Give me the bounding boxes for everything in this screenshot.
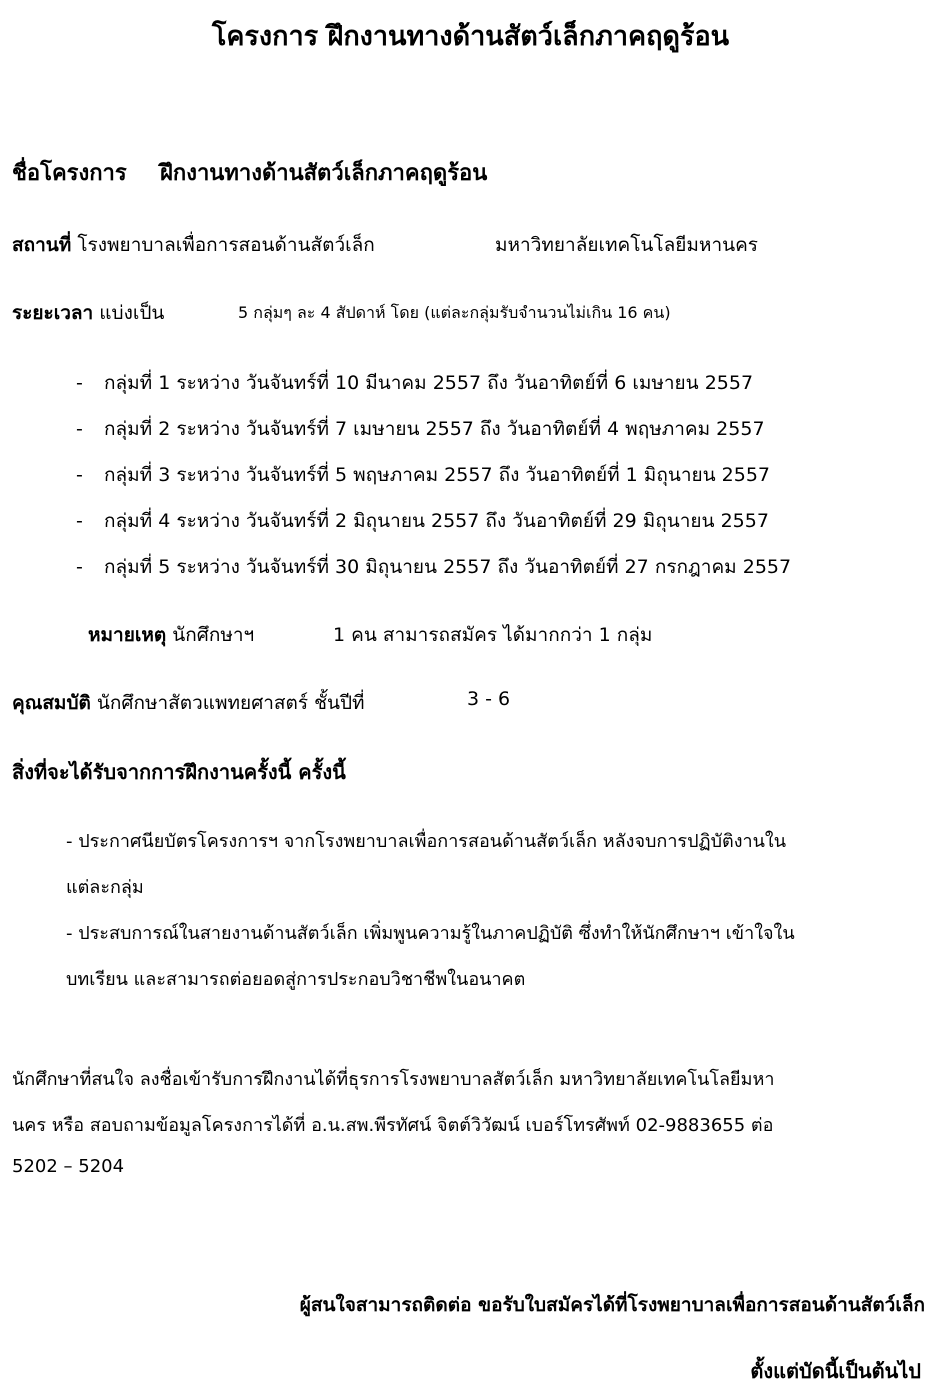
location-value: โรงพยาบาลเพื่อการสอนด้านสัตว์เล็ก xyxy=(77,234,375,256)
location-row xyxy=(12,230,375,260)
group-text: กลุ่มที่ 4 ระหว่าง วันจันทร์ที่ 2 มิถุนายน 2557 ถึง วันอาทิตย์ที่ 29 มิถุนายน 2557 xyxy=(104,510,769,532)
duration-label: ระยะเวลา xyxy=(12,302,94,324)
group-item: - กลุ่มที่ 5 ระหว่าง วันจันทร์ที่ 30 มิถุนายน 2557 ถึง วันอาทิตย์ที่ 27 กรกฎาคม 2557 xyxy=(76,556,792,578)
group-text: กลุ่มที่ 5 ระหว่าง วันจันทร์ที่ 30 มิถุนายน 2557 ถึง วันอาทิตย์ที่ 27 กรกฎาคม 2557 xyxy=(104,556,792,578)
benefit-item-line: - ประสบการณ์ในสายงานด้านสัตว์เล็ก เพิ่มพูนความรู้ในภาคปฏิบัติ ซึ่งทำให้นักศึกษาฯ เข้าใจใน xyxy=(66,923,795,944)
contact-line: นคร หรือ สอบถามข้อมูลโครงการได้ที่ อ.น.สพ.พีรทัศน์ จิตต์วิวัฒน์ เบอร์โทรศัพท์ 02-9883655 ต่อ xyxy=(12,1115,774,1136)
duration-detail: 5 กลุ่มๆ ละ 4 สัปดาห์ โดย (แต่ละกลุ่มรับจำนวนไม่เกิน 16 คน) xyxy=(238,303,671,322)
group-text: กลุ่มที่ 3 ระหว่าง วันจันทร์ที่ 5 พฤษภาคม 2557 ถึง วันอาทิตย์ที่ 1 มิถุนายน 2557 xyxy=(104,464,771,486)
qualification-text: นักศึกษาสัตวแพทยศาสตร์ ชั้นปีที่ xyxy=(96,692,365,714)
note-row xyxy=(88,620,254,650)
project-name: ฝึกงานทางด้านสัตว์เล็กภาคฤดูร้อน xyxy=(160,161,488,186)
location-university: มหาวิทยาลัยเทคโนโลยีมหานคร xyxy=(495,234,759,256)
qualification-row xyxy=(12,688,365,718)
group-item: - กลุ่มที่ 3 ระหว่าง วันจันทร์ที่ 5 พฤษภาคม 2557 ถึง วันอาทิตย์ที่ 1 มิถุนายน 2557 xyxy=(76,464,771,486)
group-item: - กลุ่มที่ 1 ระหว่าง วันจันทร์ที่ 10 มีนาคม 2557 ถึง วันอาทิตย์ที่ 6 เมษายน 2557 xyxy=(76,372,754,394)
benefits-heading: สิ่งที่จะได้รับจากการฝึกงานครั้งนี้ ครั้งนี้ xyxy=(12,760,346,784)
note-text: 1 คน สามารถสมัคร ได้มากกว่า 1 กลุ่ม xyxy=(333,624,653,646)
project-label: ชื่อโครงการ xyxy=(12,161,127,186)
group-text: กลุ่มที่ 1 ระหว่าง วันจันทร์ที่ 10 มีนาคม 2557 ถึง วันอาทิตย์ที่ 6 เมษายน 2557 xyxy=(104,372,754,394)
benefit-item-line: - ประกาศนียบัตรโครงการฯ จากโรงพยาบาลเพื่อการสอนด้านสัตว์เล็ก หลังจบการปฏิบัติงานใน xyxy=(66,831,787,852)
location-label: สถานที่ xyxy=(12,234,72,256)
qualification-years: 3 - 6 xyxy=(467,688,511,710)
note-label: หมายเหตุ xyxy=(88,624,167,646)
benefit-item-line: แต่ละกลุ่ม xyxy=(66,877,144,898)
page-title: โครงการ ฝึกงานทางด้านสัตว์เล็กภาคฤดูร้อน xyxy=(211,21,730,52)
qualification-label: คุณสมบัติ xyxy=(12,692,91,714)
benefit-item-line: บทเรียน และสามารถต่อยอดสู่การประกอบวิชาชีพในอนาคต xyxy=(66,969,526,990)
contact-line: นักศึกษาที่สนใจ ลงชื่อเข้ารับการฝึกงานได้ที่ธุรการโรงพยาบาลสัตว์เล็ก มหาวิทยาลัยเทคโนโลยีมหา xyxy=(12,1069,775,1090)
closing-line: ตั้งแต่บัดนี้เป็นต้นไป xyxy=(750,1359,921,1383)
group-text: กลุ่มที่ 2 ระหว่าง วันจันทร์ที่ 7 เมษายน 2557 ถึง วันอาทิตย์ที่ 4 พฤษภาคม 2557 xyxy=(104,418,765,440)
project-row xyxy=(12,155,487,190)
duration-intro: แบ่งเป็น xyxy=(99,302,165,324)
note-who: นักศึกษาฯ xyxy=(172,624,255,646)
group-item: - กลุ่มที่ 4 ระหว่าง วันจันทร์ที่ 2 มิถุนายน 2557 ถึง วันอาทิตย์ที่ 29 มิถุนายน 2557 xyxy=(76,510,769,532)
closing-line: ผู้สนใจสามารถติดต่อ ขอรับใบสมัครได้ที่โรงพยาบาลเพื่อการสอนด้านสัตว์เล็ก xyxy=(299,1294,925,1316)
contact-line: 5202 – 5204 xyxy=(12,1156,125,1177)
duration-row xyxy=(12,298,164,328)
group-item: - กลุ่มที่ 2 ระหว่าง วันจันทร์ที่ 7 เมษายน 2557 ถึง วันอาทิตย์ที่ 4 พฤษภาคม 2557 xyxy=(76,418,765,440)
